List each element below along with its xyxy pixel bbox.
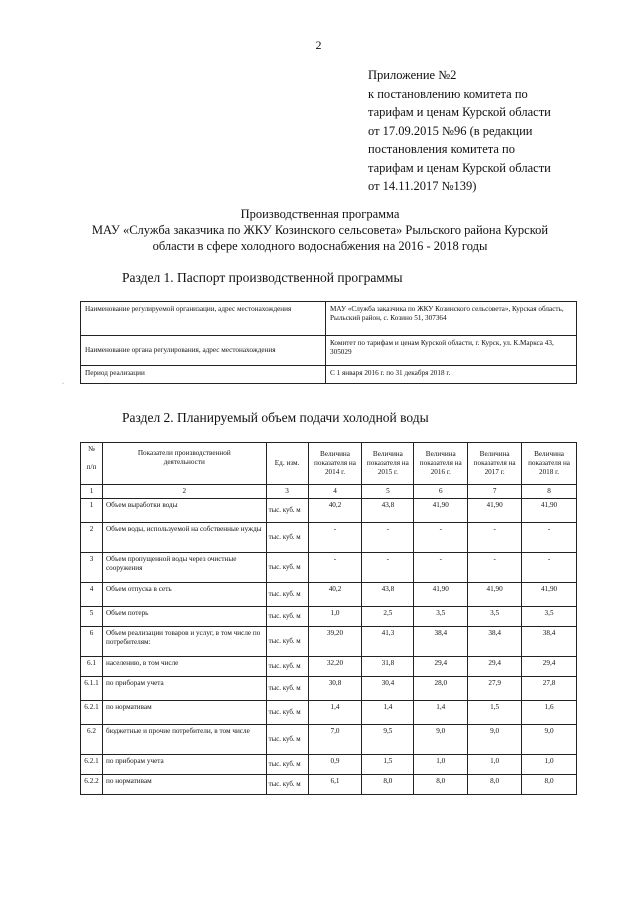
appendix-line: Приложение №2 <box>368 68 457 82</box>
page-number: 2 <box>315 38 322 52</box>
row-indicator: Объем выработки воды <box>102 499 266 523</box>
passport-value: МАУ «Служба заказчика по ЖКУ Козинского сельсовета», Курская область, Рыльский район, с. Козино 51, 307364 <box>326 302 577 336</box>
header-2015: Величина показателя на 2015 г. <box>362 443 414 485</box>
row-value: 29,4 <box>522 657 577 677</box>
table-row <box>81 677 577 701</box>
row-indicator: Объем отпуска в сеть <box>102 583 266 607</box>
header-indicator: Показатели производственной деятельности <box>102 443 266 485</box>
appendix-line: тарифам и ценам Курской области <box>368 160 551 175</box>
row-indicator: по приборам учета <box>102 755 266 775</box>
row-value: 41,90 <box>414 583 468 607</box>
row-number: 3 <box>81 553 103 583</box>
row-value: 29,4 <box>414 657 468 677</box>
row-value: 41,90 <box>468 499 522 523</box>
row-number: 6.2.1 <box>81 755 103 775</box>
col-number: 4 <box>308 485 362 499</box>
row-indicator: Объем реализации товаров и услуг, в том числе по потребителям: <box>102 627 266 657</box>
row-value: - <box>362 553 414 583</box>
table-row <box>81 553 577 583</box>
table-row <box>81 755 577 775</box>
appendix-line: к постановлению комитета по <box>368 86 528 101</box>
row-indicator: по нормативам <box>102 701 266 725</box>
passport-label: Период реализации <box>81 366 326 384</box>
row-value: 38,4 <box>414 627 468 657</box>
row-indicator: Объем воды, используемой на собственные нужды <box>102 523 266 553</box>
table-row <box>81 523 577 553</box>
row-value: 9,0 <box>522 725 577 755</box>
row-value: 30,4 <box>362 677 414 701</box>
row-number: 1 <box>81 499 103 523</box>
row-value: 1,6 <box>522 701 577 725</box>
row-value: 2,5 <box>362 607 414 627</box>
row-value: 1,4 <box>414 701 468 725</box>
row-unit: тыс. куб. м <box>266 627 308 657</box>
passport-value: Комитет по тарифам и ценам Курской области, г. Курск, ул. К.Маркса 43, 305029 <box>326 336 577 366</box>
row-value: 1,4 <box>362 701 414 725</box>
volume-table <box>80 442 577 795</box>
appendix-line: от 17.09.2015 №96 (в редакции <box>368 123 533 138</box>
row-value: 27,8 <box>522 677 577 701</box>
row-value: 9,0 <box>414 725 468 755</box>
program-title <box>40 206 600 254</box>
row-number: 6 <box>81 627 103 657</box>
row-value: 39,20 <box>308 627 362 657</box>
program-title-line: области в сфере холодного водоснабжения на 2016 - 2018 годы <box>152 239 488 253</box>
col-number: 5 <box>362 485 414 499</box>
row-value: 1,5 <box>468 701 522 725</box>
row-value: 8,0 <box>522 775 577 795</box>
row-value: - <box>308 553 362 583</box>
row-value: - <box>522 523 577 553</box>
scan-mark: · <box>62 381 64 387</box>
row-value: 3,5 <box>522 607 577 627</box>
header-2017: Величина показателя на 2017 г. <box>468 443 522 485</box>
passport-label: Наименование регулируемой организации, адрес местонахождения <box>81 302 326 336</box>
row-value: - <box>468 553 522 583</box>
col-number: 2 <box>102 485 266 499</box>
row-value: 8,0 <box>362 775 414 795</box>
header-num: № п/п <box>81 443 103 485</box>
passport-value: С 1 января 2016 г. по 31 декабря 2018 г. <box>326 366 577 384</box>
program-title-line: Производственная программа <box>240 207 400 221</box>
row-indicator: населению, в том числе <box>102 657 266 677</box>
col-number: 3 <box>266 485 308 499</box>
header-unit: Ед. изм. <box>266 443 308 485</box>
passport-row <box>81 302 577 336</box>
row-number: 5 <box>81 607 103 627</box>
column-number-row <box>81 485 577 499</box>
table-row <box>81 583 577 607</box>
appendix-line: тарифам и ценам Курской области <box>368 105 551 119</box>
row-unit: тыс. куб. м <box>266 499 308 523</box>
header-2014: Величина показателя на 2014 г. <box>308 443 362 485</box>
row-unit: тыс. куб. м <box>266 523 308 553</box>
passport-label: Наименование органа регулирования, адрес местонахождения <box>81 336 326 366</box>
row-value: 6,1 <box>308 775 362 795</box>
row-indicator: по нормативам <box>102 775 266 795</box>
passport-row <box>81 336 577 366</box>
row-value: 27,9 <box>468 677 522 701</box>
table-row <box>81 499 577 523</box>
row-unit: тыс. куб. м <box>266 755 308 775</box>
row-value: 40,2 <box>308 583 362 607</box>
row-value: - <box>522 553 577 583</box>
row-number: 6.2 <box>81 725 103 755</box>
row-value: 3,5 <box>468 607 522 627</box>
row-number: 6.1 <box>81 657 103 677</box>
header-2016: Величина показателя на 2016 г. <box>414 443 468 485</box>
table-header-row <box>81 443 577 485</box>
row-value: 41,90 <box>522 499 577 523</box>
appendix-block <box>368 66 598 196</box>
col-number: 6 <box>414 485 468 499</box>
row-indicator: Объем потерь <box>102 607 266 627</box>
row-unit: тыс. куб. м <box>266 725 308 755</box>
row-unit: тыс. куб. м <box>266 583 308 607</box>
table-row <box>81 725 577 755</box>
row-value: - <box>308 523 362 553</box>
row-value: 1,0 <box>308 607 362 627</box>
section2-heading: Раздел 2. Планируемый объем подачи холодной воды <box>122 410 429 425</box>
row-value: - <box>414 523 468 553</box>
appendix-line: от 14.11.2017 №139) <box>368 179 477 193</box>
row-value: - <box>362 523 414 553</box>
row-value: 41,90 <box>468 583 522 607</box>
row-value: 1,0 <box>468 755 522 775</box>
row-value: - <box>414 553 468 583</box>
volume-table-body <box>81 499 577 795</box>
table-row <box>81 627 577 657</box>
row-value: 28,0 <box>414 677 468 701</box>
program-title-line: МАУ «Служба заказчика по ЖКУ Козинского сельсовета» Рыльского района Курской <box>91 223 549 237</box>
row-value: 1,4 <box>308 701 362 725</box>
row-value: 41,90 <box>522 583 577 607</box>
row-value: 41,3 <box>362 627 414 657</box>
row-value: 1,0 <box>414 755 468 775</box>
row-value: 30,8 <box>308 677 362 701</box>
passport-row <box>81 366 577 384</box>
row-unit: тыс. куб. м <box>266 775 308 795</box>
row-value: 0,9 <box>308 755 362 775</box>
row-value: 8,0 <box>468 775 522 795</box>
row-value: 38,4 <box>522 627 577 657</box>
row-unit: тыс. куб. м <box>266 607 308 627</box>
col-number: 1 <box>81 485 103 499</box>
row-value: 9,0 <box>468 725 522 755</box>
table-row <box>81 775 577 795</box>
row-value: 40,2 <box>308 499 362 523</box>
row-indicator: по приборам учета <box>102 677 266 701</box>
passport-table <box>80 301 577 384</box>
row-value: 43,8 <box>362 583 414 607</box>
row-unit: тыс. куб. м <box>266 677 308 701</box>
row-value: 43,8 <box>362 499 414 523</box>
section1-heading: Раздел 1. Паспорт производственной программы <box>122 270 403 285</box>
table-row <box>81 607 577 627</box>
row-indicator: бюджетные и прочие потребители, в том числе <box>102 725 266 755</box>
row-number: 2 <box>81 523 103 553</box>
row-unit: тыс. куб. м <box>266 657 308 677</box>
table-row <box>81 657 577 677</box>
row-value: 1,5 <box>362 755 414 775</box>
row-indicator: Объем пропущенной воды через очистные сооружения <box>102 553 266 583</box>
row-value: 41,90 <box>414 499 468 523</box>
table-row <box>81 701 577 725</box>
row-number: 4 <box>81 583 103 607</box>
row-value: 7,0 <box>308 725 362 755</box>
row-value: 1,0 <box>522 755 577 775</box>
row-value: 8,0 <box>414 775 468 795</box>
row-unit: тыс. куб. м <box>266 701 308 725</box>
col-number: 8 <box>522 485 577 499</box>
header-2018: Величина показателя на 2018 г. <box>522 443 577 485</box>
row-unit: тыс. куб. м <box>266 553 308 583</box>
appendix-line: постановления комитета по <box>368 142 515 156</box>
row-value: 38,4 <box>468 627 522 657</box>
row-number: 6.2.1 <box>81 701 103 725</box>
row-value: 32,20 <box>308 657 362 677</box>
row-value: - <box>468 523 522 553</box>
row-value: 9,5 <box>362 725 414 755</box>
col-number: 7 <box>468 485 522 499</box>
row-value: 31,8 <box>362 657 414 677</box>
row-number: 6.2.2 <box>81 775 103 795</box>
row-value: 29,4 <box>468 657 522 677</box>
row-value: 3,5 <box>414 607 468 627</box>
row-number: 6.1.1 <box>81 677 103 701</box>
